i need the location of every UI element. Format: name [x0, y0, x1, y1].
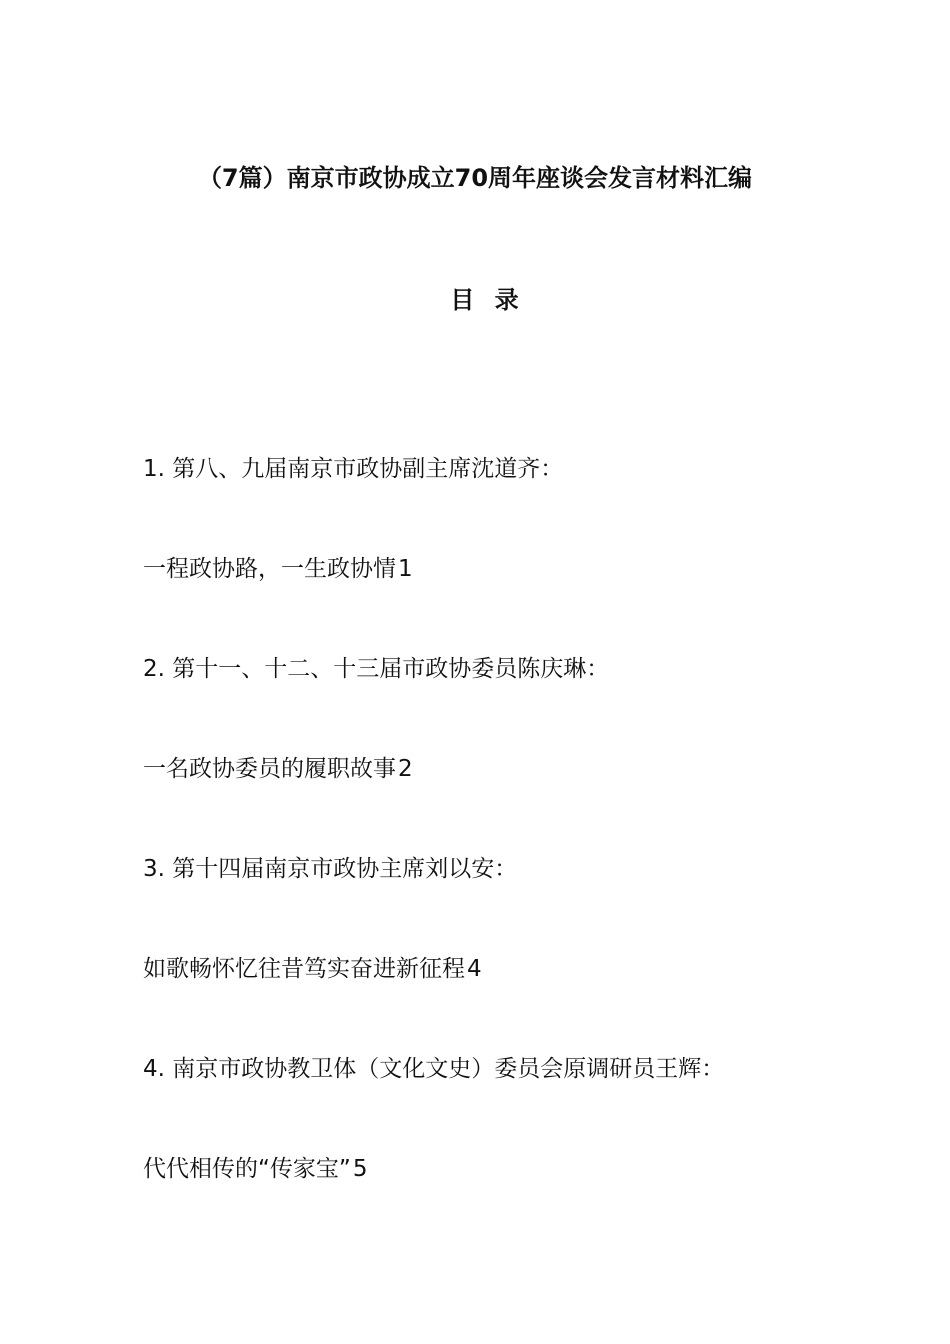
- toc-entry-speaker: [143, 852, 923, 886]
- toc-entry-speaker: [143, 1052, 923, 1086]
- toc-entry-number: 4.: [143, 1056, 165, 1082]
- toc-heading: 目 录: [450, 286, 525, 314]
- toc-entry-number: 1.: [143, 456, 165, 482]
- toc-entry-page-number: 1: [398, 556, 413, 582]
- toc-entry-subtitle: [143, 952, 923, 986]
- toc-entry-speaker: [143, 452, 923, 486]
- toc-entry: [143, 852, 923, 986]
- toc-entry-speaker: [143, 652, 923, 686]
- toc-entry-subtitle-text: 一名政协委员的履职故事: [143, 756, 396, 782]
- toc-entry-subtitle: [143, 552, 923, 586]
- toc-entry-number: 2.: [143, 656, 165, 682]
- toc-entry-number: 3.: [143, 856, 165, 882]
- table-of-contents: [143, 452, 923, 1186]
- toc-entry-subtitle: [143, 1152, 923, 1186]
- toc-entry-speaker-text: 第八、九届南京市政协副主席沈道齐：: [172, 456, 564, 482]
- toc-entry-subtitle-text: 一程政协路，一生政协情: [143, 556, 396, 582]
- toc-entry: [143, 1052, 923, 1186]
- toc-entry: [143, 652, 923, 786]
- toc-entry-speaker-text: 第十四届南京市政协主席刘以安：: [172, 856, 518, 882]
- toc-entry-speaker-text: 南京市政协教卫体（文化文史）委员会原调研员王辉：: [172, 1056, 725, 1082]
- toc-entry-page-number: 2: [398, 756, 413, 782]
- document-title: （7篇）南京市政协成立70周年座谈会发言材料汇编: [197, 164, 753, 192]
- toc-entry: [143, 452, 923, 586]
- toc-entry-subtitle-text: 如歌畅怀忆往昔笃实奋进新征程: [143, 956, 465, 982]
- toc-entry-subtitle-text: 代代相传的“传家宝”: [143, 1156, 351, 1182]
- toc-entry-speaker-text: 第十一、十二、十三届市政协委员陈庆琳：: [172, 656, 610, 682]
- toc-entry-page-number: 5: [352, 1156, 368, 1182]
- toc-entry-page-number: 4: [467, 956, 482, 982]
- toc-entry-subtitle: [143, 752, 923, 786]
